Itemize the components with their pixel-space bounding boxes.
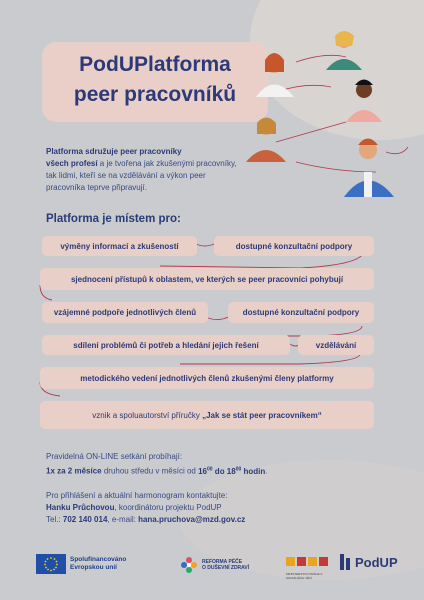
meeting-dot: . (265, 466, 268, 476)
podup-mark-icon (340, 554, 352, 570)
contact-name: Hanku Průchovou (46, 503, 115, 512)
meeting-info (46, 450, 268, 478)
person-3 (346, 80, 382, 123)
platform-item-2: dostupné konzultační podpory (214, 236, 374, 256)
eu-text-line-1: Spolufinancováno (70, 556, 127, 563)
person-4 (246, 118, 286, 163)
contact-info (46, 490, 245, 526)
platform-item-1: výměny informací a zkušeností (42, 236, 197, 256)
platform-item-5: dostupné konzultační podpory (228, 302, 374, 323)
tel-number[interactable]: 702 140 014 (62, 515, 108, 524)
reform-text-line-1: REFORMA PÉČE (202, 559, 243, 565)
handbook-title: „Jak se stát peer pracovníkem“ (202, 410, 322, 420)
title-box (42, 42, 268, 122)
reform-logo (180, 556, 249, 574)
meeting-line-2 (46, 463, 268, 478)
title-line-1: PodUPlatforma (79, 53, 231, 76)
meeting-end-min: 00 (235, 466, 242, 472)
person-1 (256, 53, 294, 97)
email-label: , e-mail: (107, 515, 139, 524)
person-2 (326, 31, 362, 70)
meeting-to: do (212, 466, 227, 476)
meeting-line-1: Pravidelná ON-LINE setkání probíhají: (46, 452, 183, 461)
footer-logos (0, 548, 424, 588)
eu-flag-icon (36, 554, 66, 574)
podup-logo (340, 554, 398, 570)
tel-label: Tel.: (46, 515, 63, 524)
meeting-frequency: 1x za 2 měsíce (46, 466, 102, 476)
people-illustration (236, 22, 416, 212)
mpsv-blocks-icon (286, 555, 330, 567)
platform-item-7: vzdělávání (298, 335, 374, 355)
meeting-day: druhou středu v měsíci od (101, 466, 199, 476)
eu-text-line-2: Evropskou unií (70, 564, 117, 571)
meeting-start-hour: 16 (198, 466, 208, 476)
intro-lead: Platforma sdružuje peer pracovníky (46, 147, 182, 156)
handbook-prefix: vznik a spoluautorství příručky (92, 410, 203, 420)
contact-role: , koordinátoru projektu PodUP (114, 503, 222, 512)
platform-item-3: sjednocení přístupů k oblastem, ve kterých se peer pracovníci pohybují (40, 268, 374, 290)
reform-text-line-2: O DUŠEVNÍ ZDRAVÍ (202, 565, 250, 571)
intro-text (46, 146, 246, 194)
podup-wordmark: PodUP (355, 554, 398, 570)
meeting-start-min: 00 (207, 466, 213, 472)
intro-rest: a je tvořena jak zkušenými pracovníky, tak lidmi, kteří se na vzdělávání a výkon peer pracovníka teprve připravují. (46, 159, 237, 192)
contact-line-3 (46, 514, 245, 526)
platform-item-8: metodického vedení jednotlivých členů zkušenými členy platformy (40, 367, 374, 389)
meeting-hours-word: hodin (241, 466, 266, 476)
meeting-end-hour: 18 (226, 466, 236, 476)
intro-bold: všech profesí (46, 159, 98, 168)
platform-item-9 (40, 401, 374, 429)
reform-flower-icon (180, 556, 198, 574)
mpsv-text: MINISTERSTVO PRÁCE A SOCIÁLNÍCH VĚCÍ (286, 572, 323, 580)
person-5 (344, 139, 394, 198)
eu-logo (36, 554, 126, 574)
platform-item-6: sdílení problémů či potřeb a hledání jejich řešení (42, 335, 290, 355)
mpsv-logo (286, 554, 336, 580)
email-address[interactable]: hana.pruchova@mzd.gov.cz (138, 515, 246, 524)
contact-line-2 (46, 502, 245, 514)
section-heading: Platforma je místem pro: (46, 213, 181, 225)
title-line-2: peer pracovníků (73, 83, 237, 106)
platform-item-4: vzájemné podpoře jednotlivých členů (42, 302, 208, 323)
contact-line-1: Pro přihlášení a aktuální harmonogram kontaktujte: (46, 491, 228, 500)
